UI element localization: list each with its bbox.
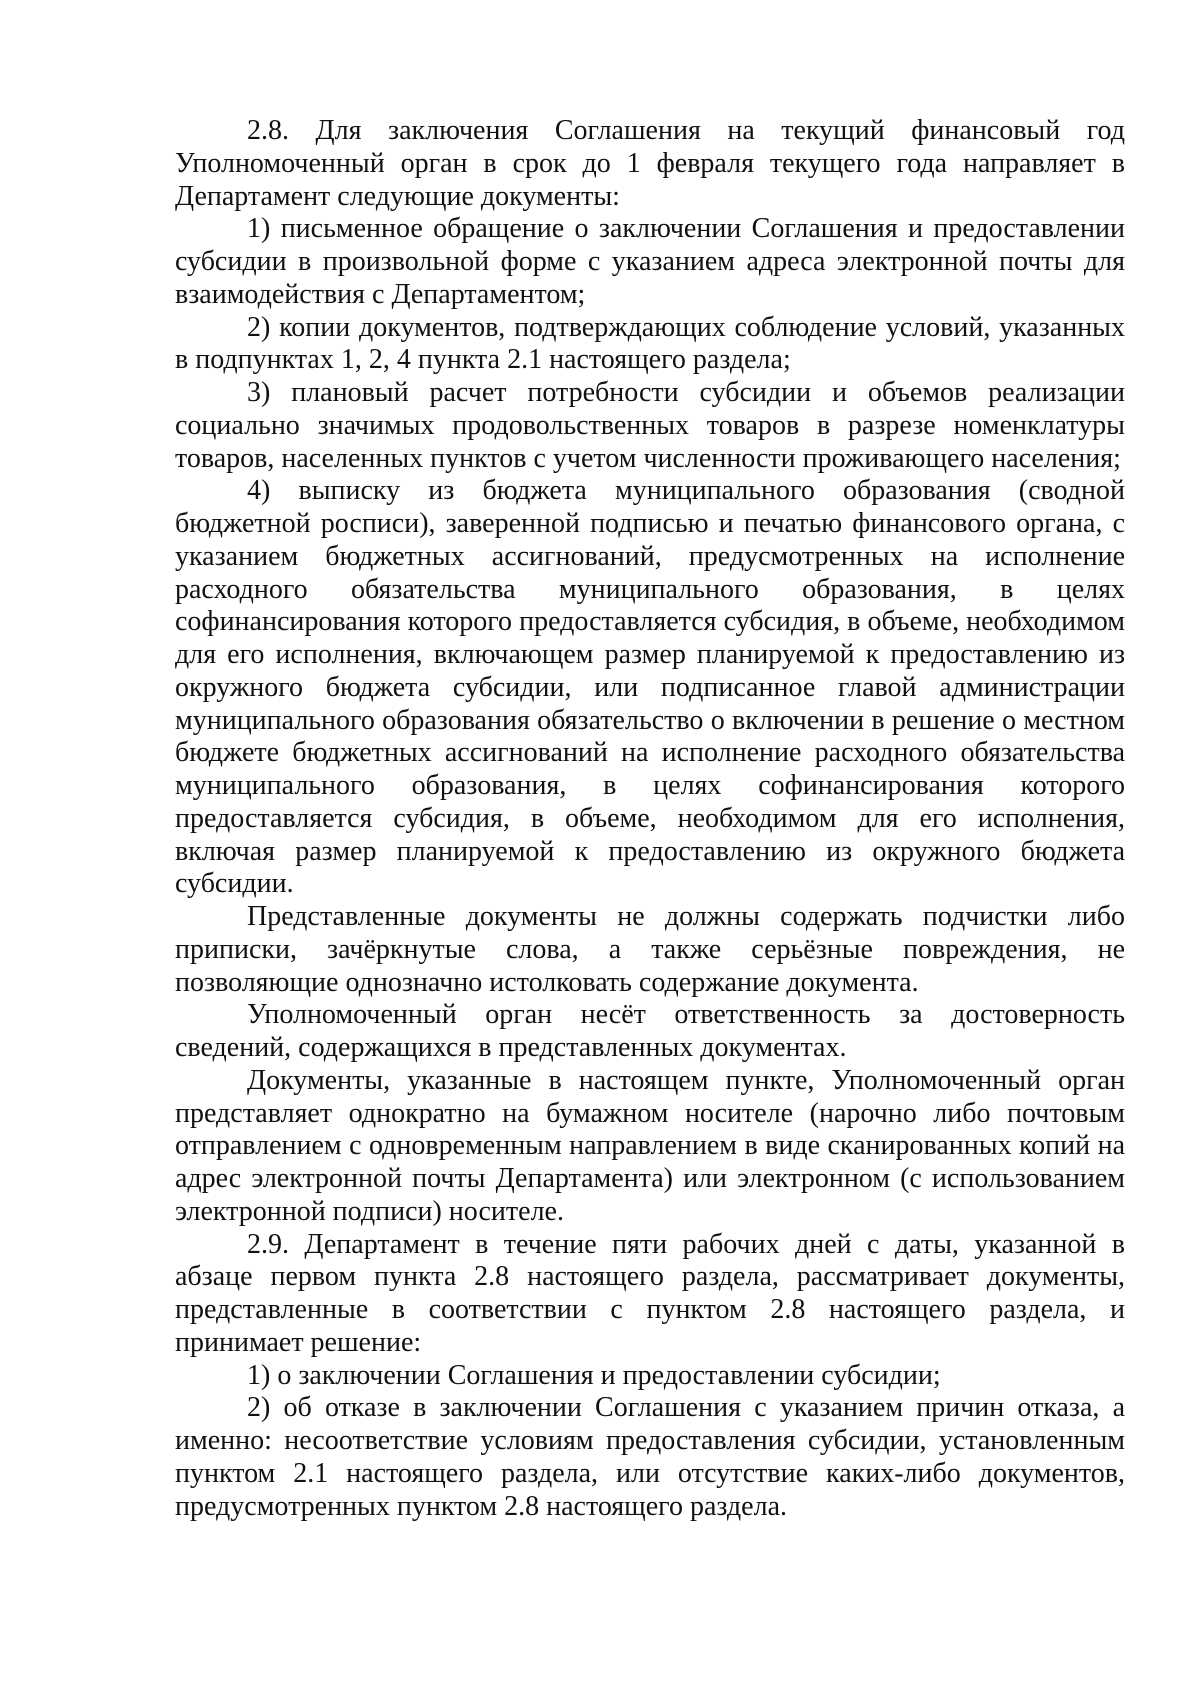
decision-item-2: 2) об отказе в заключении Соглашения с указанием причин отказа, а именно: несоответствие условиям предоставления субсидии, установленным пунктом 2.1 настоящего раздела, или отсутствие каких-либо документов, предусмотренных пунктом 2.8 настоящего раздела. (175, 1392, 1125, 1522)
paragraph-2-8: 2.8. Для заключения Соглашения на текущий финансовый год Уполномоченный орган в срок до 1 февраля текущего года направляет в Департамент следующие документы: (175, 115, 1125, 212)
list-item-1: 1) письменное обращение о заключении Соглашения и предоставлении субсидии в произвольной форме с указанием адреса электронной почты для взаимодействия с Департаментом; (175, 213, 1125, 310)
decision-item-1: 1) о заключении Соглашения и предоставлении субсидии; (247, 1359, 941, 1391)
list-item-4: 4) выписку из бюджета муниципального образования (сводной бюджетной росписи), заверенной подписью и печатью финансового органа, с указанием бюджетных ассигнований, предусмотренных на исполнение расходного обязательства муниципального образования, в целях софинансирования которого предоставляется субсидия, в объеме, необходимом для его исполнения, включающем размер планируемой к предоставлению из окружного бюджета субсидии, или подписанное главой администрации муниципального образования обязательство о включении в решение о местном бюджете бюджетных ассигнований на исполнение расходного обязательства муниципального образования, в целях софинансирования которого предоставляется субсидия, в объеме, необходимом для его исполнения, включая размер планируемой к предоставлению из окружного бюджета субсидии. (175, 475, 1125, 900)
paragraph-responsibility: Уполномоченный орган несёт ответственность за достоверность сведений, содержащихся в представленных документах. (175, 999, 1125, 1063)
paragraph-requirements: Представленные документы не должны содержать подчистки либо приписки, зачёркнутые слова, а также серьёзные повреждения, не позволяющие однозначно истолковать содержание документа. (175, 901, 1125, 998)
document-page (175, 115, 1125, 1523)
paragraph-submission: Документы, указанные в настоящем пункте, Уполномоченный орган представляет однократно на бумажном носителе (нарочно либо почтовым отправлением с одновременным направлением в виде сканированных копий на адрес электронной почты Департамента) или электронном (с использованием электронной подписи) носителе. (175, 1064, 1125, 1227)
list-item-2: 2) копии документов, подтверждающих соблюдение условий, указанных в подпунктах 1, 2, 4 пункта 2.1 настоящего раздела; (175, 311, 1125, 376)
list-item-3: 3) плановый расчет потребности субсидии и объемов реализации социально значимых продовольственных товаров в разрезе номенклатуры товаров, населенных пунктов с учетом численности проживающего населения; (175, 377, 1125, 474)
paragraph-2-9: 2.9. Департамент в течение пяти рабочих дней с даты, указанной в абзаце первом пункта 2.8 настоящего раздела, рассматривает документы, представленные в соответствии с пунктом 2.8 настоящего раздела, и принимает решение: (175, 1228, 1125, 1358)
